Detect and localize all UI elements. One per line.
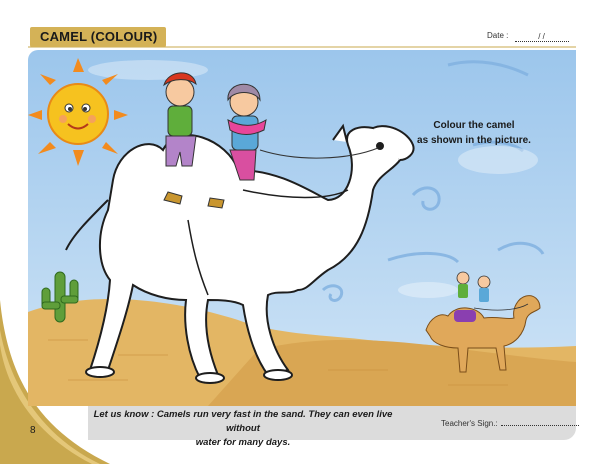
instruction-text	[400, 118, 548, 148]
teacher-sign-field	[441, 419, 579, 428]
let-us-know-line-2: water for many days.	[195, 437, 291, 448]
page-title: CAMEL (COLOUR)	[40, 29, 158, 44]
instruction-line-2: as shown in the picture.	[417, 135, 531, 146]
instruction-line-1: Colour the camel	[433, 120, 515, 131]
let-us-know-line-1: Let us know : Camels run very fast in the sand. They can even live without	[93, 409, 393, 434]
date-field	[487, 31, 569, 41]
date-blank[interactable]: / /	[515, 32, 569, 42]
scene-illustration	[28, 50, 576, 406]
let-us-know-text	[93, 408, 393, 450]
illustration-scene	[28, 50, 576, 406]
page-number: 8	[30, 425, 36, 436]
teacher-sign-label: Teacher's Sign.:	[441, 419, 498, 428]
date-label: Date :	[487, 31, 509, 40]
teacher-sign-blank[interactable]	[501, 425, 579, 426]
